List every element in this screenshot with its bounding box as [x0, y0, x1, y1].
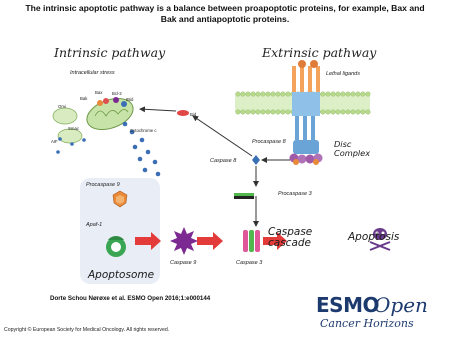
bak-label: Bak: [80, 96, 88, 101]
intrinsic-pathway-heading: Intrinsic pathway: [54, 45, 166, 60]
caspase-9-label: Caspase 9: [170, 260, 197, 266]
mitochondria: [53, 93, 137, 143]
procaspase-8-disc: [290, 154, 323, 166]
pathway-diagram: [40, 44, 432, 292]
bax-label: Bax: [95, 90, 103, 95]
procaspase-9-label: Procaspase 9: [86, 182, 120, 188]
caspase-9: [170, 227, 198, 255]
procaspase-8-label: Procaspase 8: [252, 139, 286, 145]
disc-complex-label: Disc Complex: [334, 139, 371, 158]
procaspase-3-extrinsic: [234, 193, 254, 199]
cytochrome-c-label: Cytochrome c: [130, 128, 157, 133]
death-receptors: [292, 60, 320, 154]
omi-label: Omi: [58, 104, 66, 109]
aif-label: AIF: [51, 139, 58, 144]
caspase-cascade-label: Caspase cascade: [268, 226, 313, 249]
procaspase-3-label: Procaspase 3: [278, 191, 312, 197]
lethal-ligands-label: Lethal ligands: [326, 71, 360, 77]
logo-open: Open: [374, 293, 428, 317]
bid-label: Bid: [190, 112, 197, 117]
apoptosome-label: Apoptosome: [88, 269, 155, 281]
caspase-8-label: Caspase 8: [210, 158, 237, 164]
apoptosis-label: Apoptosis: [348, 231, 400, 243]
apoptosis-pathway-figure: [40, 44, 432, 292]
figure-citation: Dorte Schou Nørøxe et al. ESMO Open 2016;1:e000144: [50, 295, 211, 302]
extrinsic-pathway-heading: Extrinsic pathway: [262, 45, 377, 60]
caspase-3-label: Caspase 3: [236, 260, 263, 266]
pathway-arrows: [140, 109, 290, 226]
bcl2-label: Bcl-2: [112, 91, 122, 96]
copyright-notice: Copyright © European Society for Medical Oncology. All rights reserved.: [4, 327, 170, 333]
tbid-label: tBid: [126, 97, 134, 102]
logo-tagline: Cancer Horizons: [320, 317, 414, 330]
caspase-8: [252, 155, 260, 165]
apaf-1: [106, 236, 126, 257]
intracellular-stress-label: Intracellular stress: [70, 70, 115, 76]
esmo-open-logo[interactable]: [316, 293, 440, 337]
caspase-3: [243, 230, 260, 252]
smac-label: Smac: [68, 126, 79, 131]
logo-esmo: ESMO: [316, 293, 379, 317]
bid-protein: [177, 110, 189, 116]
apaf-1-label: Apaf-1: [86, 222, 103, 228]
page-title: The intrinsic apoptotic pathway is a balance between proapoptotic proteins, for example, Bax and Bak and antiapoptotic proteins.: [25, 3, 425, 24]
